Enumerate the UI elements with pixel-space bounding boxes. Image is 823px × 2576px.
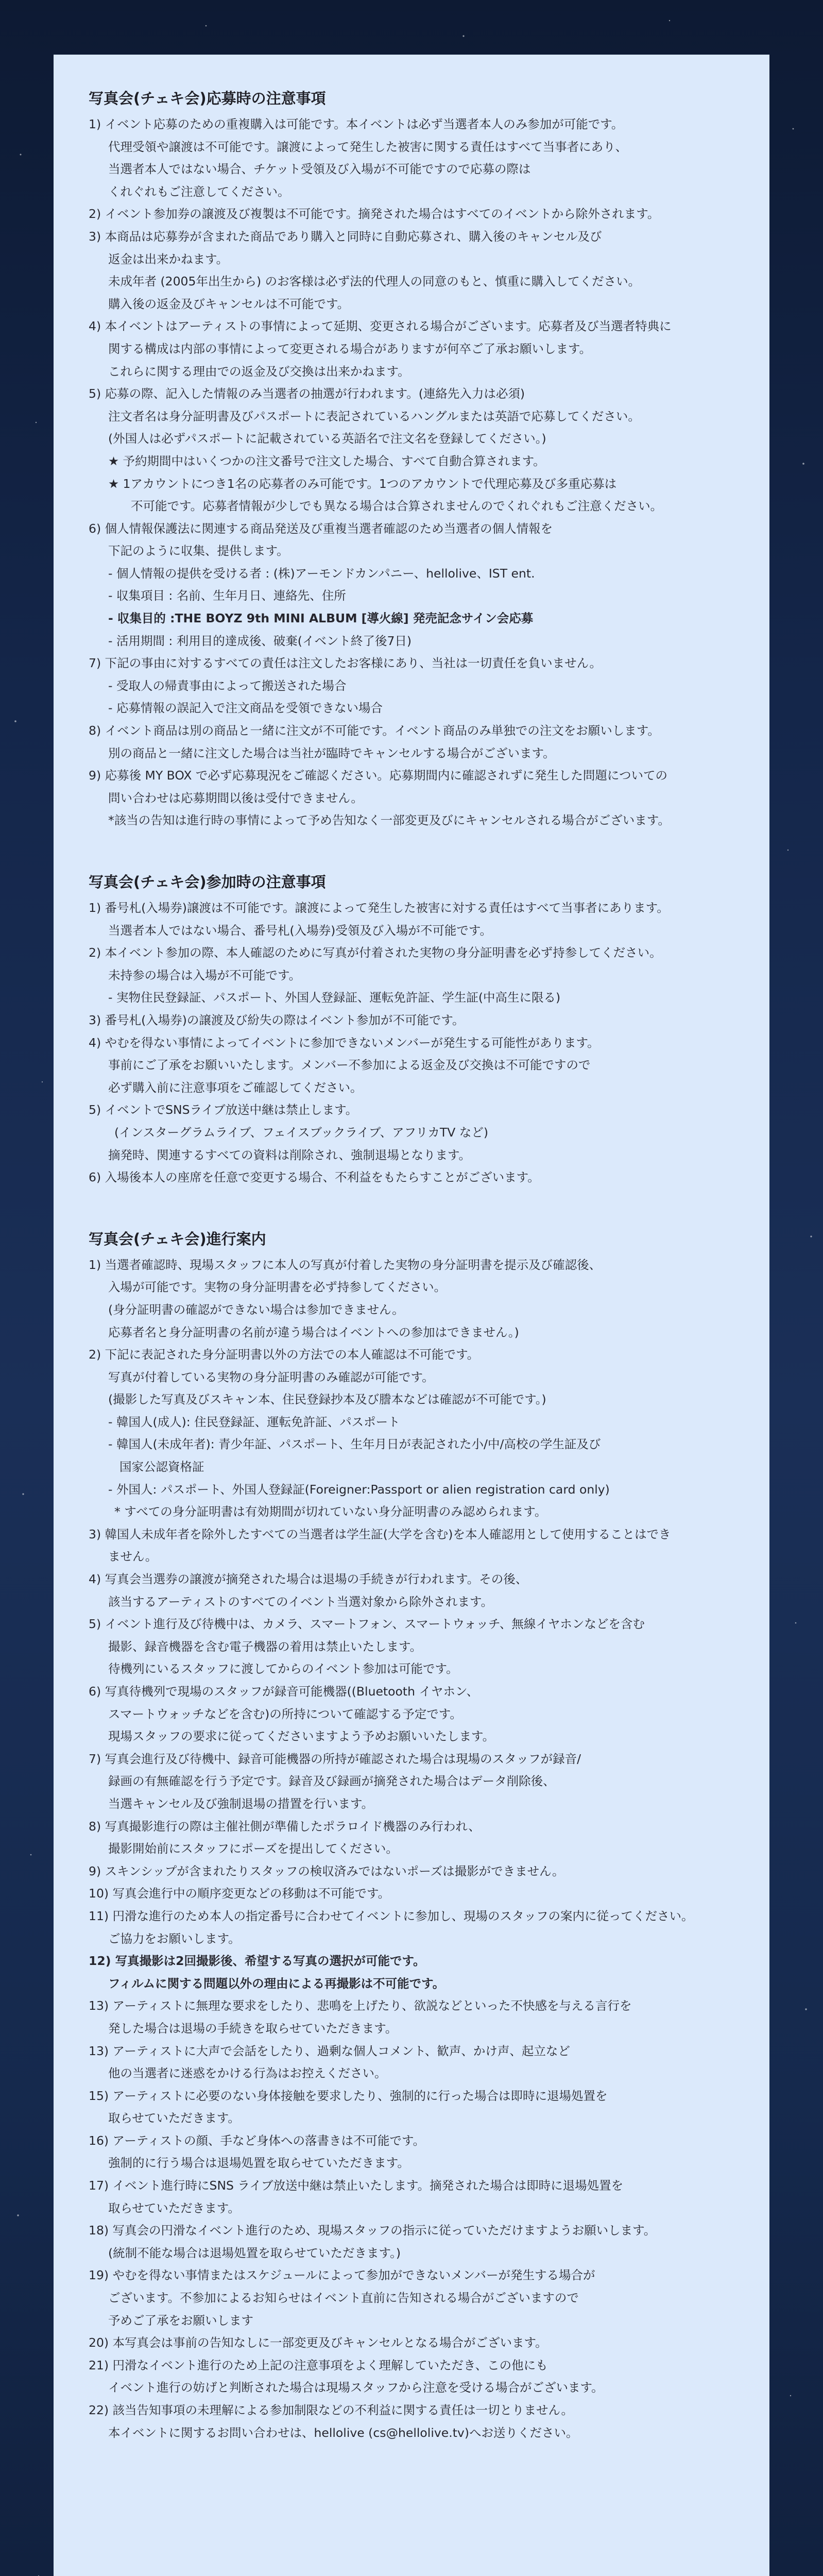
notice-line: ★ 予約期間中はいくつかの注文番号で注文した場合、すべて自動合算されます。 bbox=[108, 453, 545, 468]
notice-line: スマートウォッチなどを含む)の所持について確認する予定です。 bbox=[108, 1706, 462, 1721]
notice-line: (統制不能な場合は退場処置を取らせていただきます。) bbox=[108, 2245, 401, 2260]
notice-line: 取らせていただきます。 bbox=[108, 2111, 240, 2126]
notice-line: くれぐれもご注意してください。 bbox=[108, 184, 290, 199]
notice-line: 2) 下記に表記された身分証明書以外の方法での本人確認は不可能です。 bbox=[89, 1347, 479, 1362]
notice-line: 注文者名は身分証明書及びパスポートに表記されているハングルまたは英語で応募してください。 bbox=[108, 409, 640, 423]
notice-line: ございます。不参加によるお知らせはイベント直前に告知される場合がございますので bbox=[108, 2291, 579, 2306]
notice-line: 別の商品と一緒に注文した場合は当社が臨時でキャンセルする場合がございます。 bbox=[108, 745, 555, 760]
notice-line: 他の当選者に迷惑をかける行為はお控えください。 bbox=[108, 2066, 387, 2081]
notice-line: 16) アーティストの顔、手など身体への落書きは不可能です。 bbox=[89, 2133, 425, 2148]
notice-line: 19) やむを得ない事情またはスケジュールによって参加ができないメンバーが発生する場合が bbox=[89, 2268, 595, 2283]
notice-line: - 収集目的 :THE BOYZ 9th MINI ALBUM [導火線] 発売記念サイン会応募 bbox=[108, 611, 534, 626]
notice-line: *該当の告知は進行時の事情によって予め告知なく一部変更及びにキャンセルされる場合がございます。 bbox=[108, 813, 670, 828]
notice-line: * すべての身分証明書は有効期間が切れていない身分証明書のみ認められます。 bbox=[114, 1504, 547, 1519]
notice-line: 取らせていただきます。 bbox=[108, 2200, 240, 2215]
notice-line: 必ず購入前に注意事項をご確認してください。 bbox=[108, 1080, 363, 1095]
notice-line: 4) やむを得ない事情によってイベントに参加できないメンバーが発生する可能性があります。 bbox=[89, 1035, 599, 1050]
notice-line: 下記のように収集、提供します。 bbox=[108, 544, 289, 558]
notice-line: ご協力をお願いします。 bbox=[108, 1931, 241, 1946]
notice-line: (撮影した写真及びスキャン本、住民登録抄本及び謄本などは確認が不可能です。) bbox=[108, 1392, 546, 1407]
notice-line: 関する構成は内部の事情によって変更される場合がありますが何卒ご了承お願いします。 bbox=[108, 341, 592, 356]
notice-line: 1) 番号札(入場券)譲渡は不可能です。譲渡によって発生した被害に対する責任はすべて当事者にあります。 bbox=[89, 901, 669, 915]
notice-line: 当選者本人ではない場合、番号札(入場券)受領及び入場が不可能です。 bbox=[108, 923, 492, 938]
notice-line: - 韓国人(成人): 住民登録証、運転免許証、パスポート bbox=[108, 1414, 400, 1429]
notice-line: 待機列にいるスタッフに渡してからのイベント参加は可能です。 bbox=[108, 1662, 458, 1676]
notice-line: 12) 写真撮影は2回撮影後、希望する写真の選択が可能です。 bbox=[89, 1954, 425, 1969]
notice-line: 13) アーティストに大声で会話をしたり、過剰な個人コメント、歓声、かけ声、起立など bbox=[89, 2043, 570, 2058]
section-title: 写真会(チェキ会)進行案内 bbox=[89, 1230, 266, 1248]
notice-section bbox=[89, 869, 734, 1189]
notice-line: 22) 該当告知事項の未理解による参加制限などの不利益に関する責任は一切とりません。 bbox=[89, 2403, 573, 2417]
notice-line: 6) 個人情報保護法に関連する商品発送及び重複当選者確認のため当選者の個人情報を bbox=[89, 521, 553, 536]
notice-section bbox=[89, 1226, 734, 2444]
notice-line: - 韓国人(未成年者): 青少年証、パスポート、生年月日が表記された小/中/高校の学生証及び bbox=[108, 1437, 601, 1452]
notice-line: 未成年者 (2005年出生から) のお客様は必ず法的代理人の同意のもと、慎重に購入してください。 bbox=[108, 274, 641, 289]
notice-line: 21) 円滑なイベント進行のため上記の注意事項をよく理解していただき、この他にも bbox=[89, 2358, 548, 2372]
notice-line: - 受取人の帰責事由によって搬送された場合 bbox=[108, 678, 347, 693]
notice-line: 4) 写真会当選券の譲渡が摘発された場合は退場の手続きが行われます。その後、 bbox=[89, 1572, 528, 1587]
notice-line: - 応募情報の誤記入で注文商品を受領できない場合 bbox=[108, 701, 383, 716]
section-title: 写真会(チェキ会)参加時の注意事項 bbox=[89, 873, 326, 891]
notice-line: 3) 本商品は応募券が含まれた商品であり購入と同時に自動応募され、購入後のキャンセル及び bbox=[89, 229, 602, 244]
notice-line: 20) 本写真会は事前の告知なしに一部変更及びキャンセルとなる場合がございます。 bbox=[89, 2335, 547, 2350]
notice-line: 7) 下記の事由に対するすべての責任は注文したお客様にあり、当社は一切責任を負いません。 bbox=[89, 656, 602, 671]
notice-line: 3) 韓国人未成年者を除外したすべての当選者は学生証(大学を含む)を本人確認用として使用することはでき bbox=[89, 1527, 671, 1541]
notice-line: 13) アーティストに無理な要求をしたり、悲鳴を上げたり、欲説などといった不快感を与える言行を bbox=[89, 1998, 632, 2013]
notice-line: 4) 本イベントはアーティストの事情によって延期、変更される場合がございます。応募者及び当選者特典に bbox=[89, 319, 672, 334]
notice-line: 2) 本イベント参加の際、本人確認のために写真が付着された実物の身分証明書を必ず持参してください。 bbox=[89, 945, 662, 960]
notice-line: ★ 1アカウントにつき1名の応募者のみ可能です。1つのアカウントで代理応募及び多重応募は bbox=[108, 476, 617, 491]
notice-line: 6) 入場後本人の座席を任意で変更する場合、不利益をもたらすことがございます。 bbox=[89, 1170, 540, 1185]
notice-line: 録画の有無確認を行う予定です。録音及び録画が摘発された場合はデータ削除後、 bbox=[108, 1774, 555, 1789]
notice-line: 当選者本人ではない場合、チケット受領及び入場が不可能ですので応募の際は bbox=[108, 162, 531, 177]
notice-line: 6) 写真待機列で現場のスタッフが録音可能機器((Bluetooth イヤホン、 bbox=[89, 1684, 479, 1699]
notice-line: これらに関する理由での返金及び交換は出来かねます。 bbox=[108, 364, 410, 379]
notice-line: (身分証明書の確認ができない場合は参加できません。 bbox=[108, 1302, 404, 1317]
notice-line: - 外国人: パスポート、外国人登録証(Foreigner:Passport or alien registration card only) bbox=[108, 1482, 610, 1497]
notice-line: 摘発時、関連するすべての資料は削除され、強制退場となります。 bbox=[108, 1147, 471, 1162]
notice-line: - 実物住民登録証、パスポート、外国人登録証、運転免許証、学生証(中高生に限る) bbox=[108, 990, 561, 1005]
notice-line: 返金は出来かねます。 bbox=[108, 251, 229, 266]
notice-line: 1) イベント応募のための重複購入は可能です。本イベントは必ず当選者本人のみ参加が可能です。 bbox=[89, 117, 624, 131]
notice-line: 15) アーティストに必要のない身体接触を要求したり、強制的に行った場合は即時に退場処置を bbox=[89, 2088, 608, 2103]
notice-line: 発した場合は退場の手続きを取らせていただきます。 bbox=[108, 2021, 398, 2036]
notice-line: 8) イベント商品は別の商品と一緒に注文が不可能です。イベント商品のみ単独での注文をお願いします。 bbox=[89, 723, 660, 738]
notice-line: 当選キャンセル及び強制退場の措置を行います。 bbox=[108, 1796, 374, 1811]
notice-line: 撮影開始前にスタッフにポーズを提出してください。 bbox=[108, 1841, 398, 1856]
notice-line: (外国人は必ずパスポートに記載されている英語名で注文名を登録してください。) bbox=[108, 431, 546, 446]
notice-line: 写真が付着している実物の身分証明書のみ確認が可能です。 bbox=[108, 1369, 434, 1384]
notice-line: 強制的に行う場合は退場処置を取らせていただきます。 bbox=[108, 2156, 409, 2171]
notice-line: 2) イベント参加券の譲渡及び複製は不可能です。摘発された場合はすべてのイベントから除外されます。 bbox=[89, 207, 660, 222]
notice-line: イベント進行の妨げと判断された場合は現場スタッフから注意を受ける場合がございます。 bbox=[108, 2380, 604, 2395]
notice-line: - 収集項目 : 名前、生年月日、連絡先、住所 bbox=[108, 588, 346, 603]
notice-line: 9) スキンシップが含まれたりスタッフの検収済みではないポーズは撮影ができません。 bbox=[89, 1863, 564, 1878]
notice-line: (インスターグラムライブ、フェイスブックライブ、アフリカTV など) bbox=[114, 1125, 488, 1140]
notice-line: - 活用期間 : 利用目的達成後、破棄(イベント終了後7日) bbox=[108, 633, 412, 648]
notice-line: ません。 bbox=[108, 1549, 158, 1564]
notice-line: 国家公認資格証 bbox=[119, 1460, 204, 1475]
notice-line: 8) 写真撮影進行の際は主催社側が準備したポラロイド機器のみ行われ、 bbox=[89, 1819, 481, 1834]
notice-section bbox=[89, 86, 734, 832]
notice-line: 本イベントに関するお問い合わせは、hellolive (cs@hellolive.tv)へお送りください。 bbox=[108, 2425, 578, 2440]
notice-line: フィルムに関する問題以外の理由による再撮影は不可能です。 bbox=[108, 1976, 445, 1991]
notice-line: 10) 写真会進行中の順序変更などの移動は不可能です。 bbox=[89, 1886, 390, 1901]
notice-line: 18) 写真会の円滑なイベント進行のため、現場スタッフの指示に従っていただけますようお願いします。 bbox=[89, 2223, 656, 2238]
notice-line: 5) イベントでSNSライブ放送中継は禁止します。 bbox=[89, 1103, 358, 1117]
notice-line: 該当するアーティストのすべてのイベント当選対象から除外されます。 bbox=[108, 1594, 493, 1609]
notice-line: 不可能です。応募者情報が少しでも異なる場合は合算されませんのでくれぐれもご注意ください。 bbox=[131, 499, 663, 514]
notice-line: 現場スタッフの要求に従ってくださいますよう予めお願いいたします。 bbox=[108, 1729, 495, 1744]
notice-line: 事前にご了承をお願いいたします。メンバー不参加による返金及び交換は不可能ですので bbox=[108, 1058, 591, 1073]
notice-line: 9) 応募後 MY BOX で必ず応募現況をご確認ください。応募期間内に確認されずに発生した問題についての bbox=[89, 768, 667, 783]
notice-line: 応募者名と身分証明書の名前が違う場合はイベントへの参加はできません。) bbox=[108, 1325, 519, 1340]
notice-line: 5) 応募の際、記入した情報のみ当選者の抽選が行われます。(連絡先入力は必須) bbox=[89, 386, 525, 401]
notice-line: 未持参の場合は入場が不可能です。 bbox=[108, 968, 301, 982]
notice-line: 17) イベント進行時にSNS ライブ放送中継は禁止いたします。摘発された場合は即時に退場処置を bbox=[89, 2178, 624, 2193]
notice-line: 1) 当選者確認時、現場スタッフに本人の写真が付着した実物の身分証明書を提示及び確認後、 bbox=[89, 1257, 602, 1272]
notice-line: 予めご了承をお願いします bbox=[108, 2313, 253, 2328]
notice-line: 撮影、録音機器を含む電子機器の着用は禁止いたします。 bbox=[108, 1639, 422, 1654]
notice-line: 代理受領や譲渡は不可能です。譲渡によって発生した被害に関する責任はすべて当事者にあり、 bbox=[108, 139, 628, 154]
section-title: 写真会(チェキ会)応募時の注意事項 bbox=[89, 90, 326, 107]
notice-panel bbox=[54, 55, 769, 2576]
notice-line: 3) 番号札(入場券)の譲渡及び紛失の際はイベント参加が不可能です。 bbox=[89, 1012, 465, 1027]
notice-line: 入場が可能です。実物の身分証明書を必ず持参してください。 bbox=[108, 1280, 447, 1295]
notice-line: 問い合わせは応募期間以後は受付できません。 bbox=[108, 790, 363, 805]
notice-line: - 個人情報の提供を受ける者 : (株)アーモンドカンパニー、hellolive、IST ent. bbox=[108, 566, 535, 581]
notice-line: 5) イベント進行及び待機中は、カメラ、スマートフォン、スマートウォッチ、無線イヤホンなどを含む bbox=[89, 1617, 645, 1632]
notice-line: 7) 写真会進行及び待機中、録音可能機器の所持が確認された場合は現場のスタッフが録音/ bbox=[89, 1751, 581, 1766]
notice-line: 11) 円滑な進行のため本人の指定番号に合わせてイベントに参加し、現場のスタッフの案内に従ってください。 bbox=[89, 1908, 694, 1923]
notice-line: 購入後の返金及びキャンセルは不可能です。 bbox=[108, 296, 350, 311]
